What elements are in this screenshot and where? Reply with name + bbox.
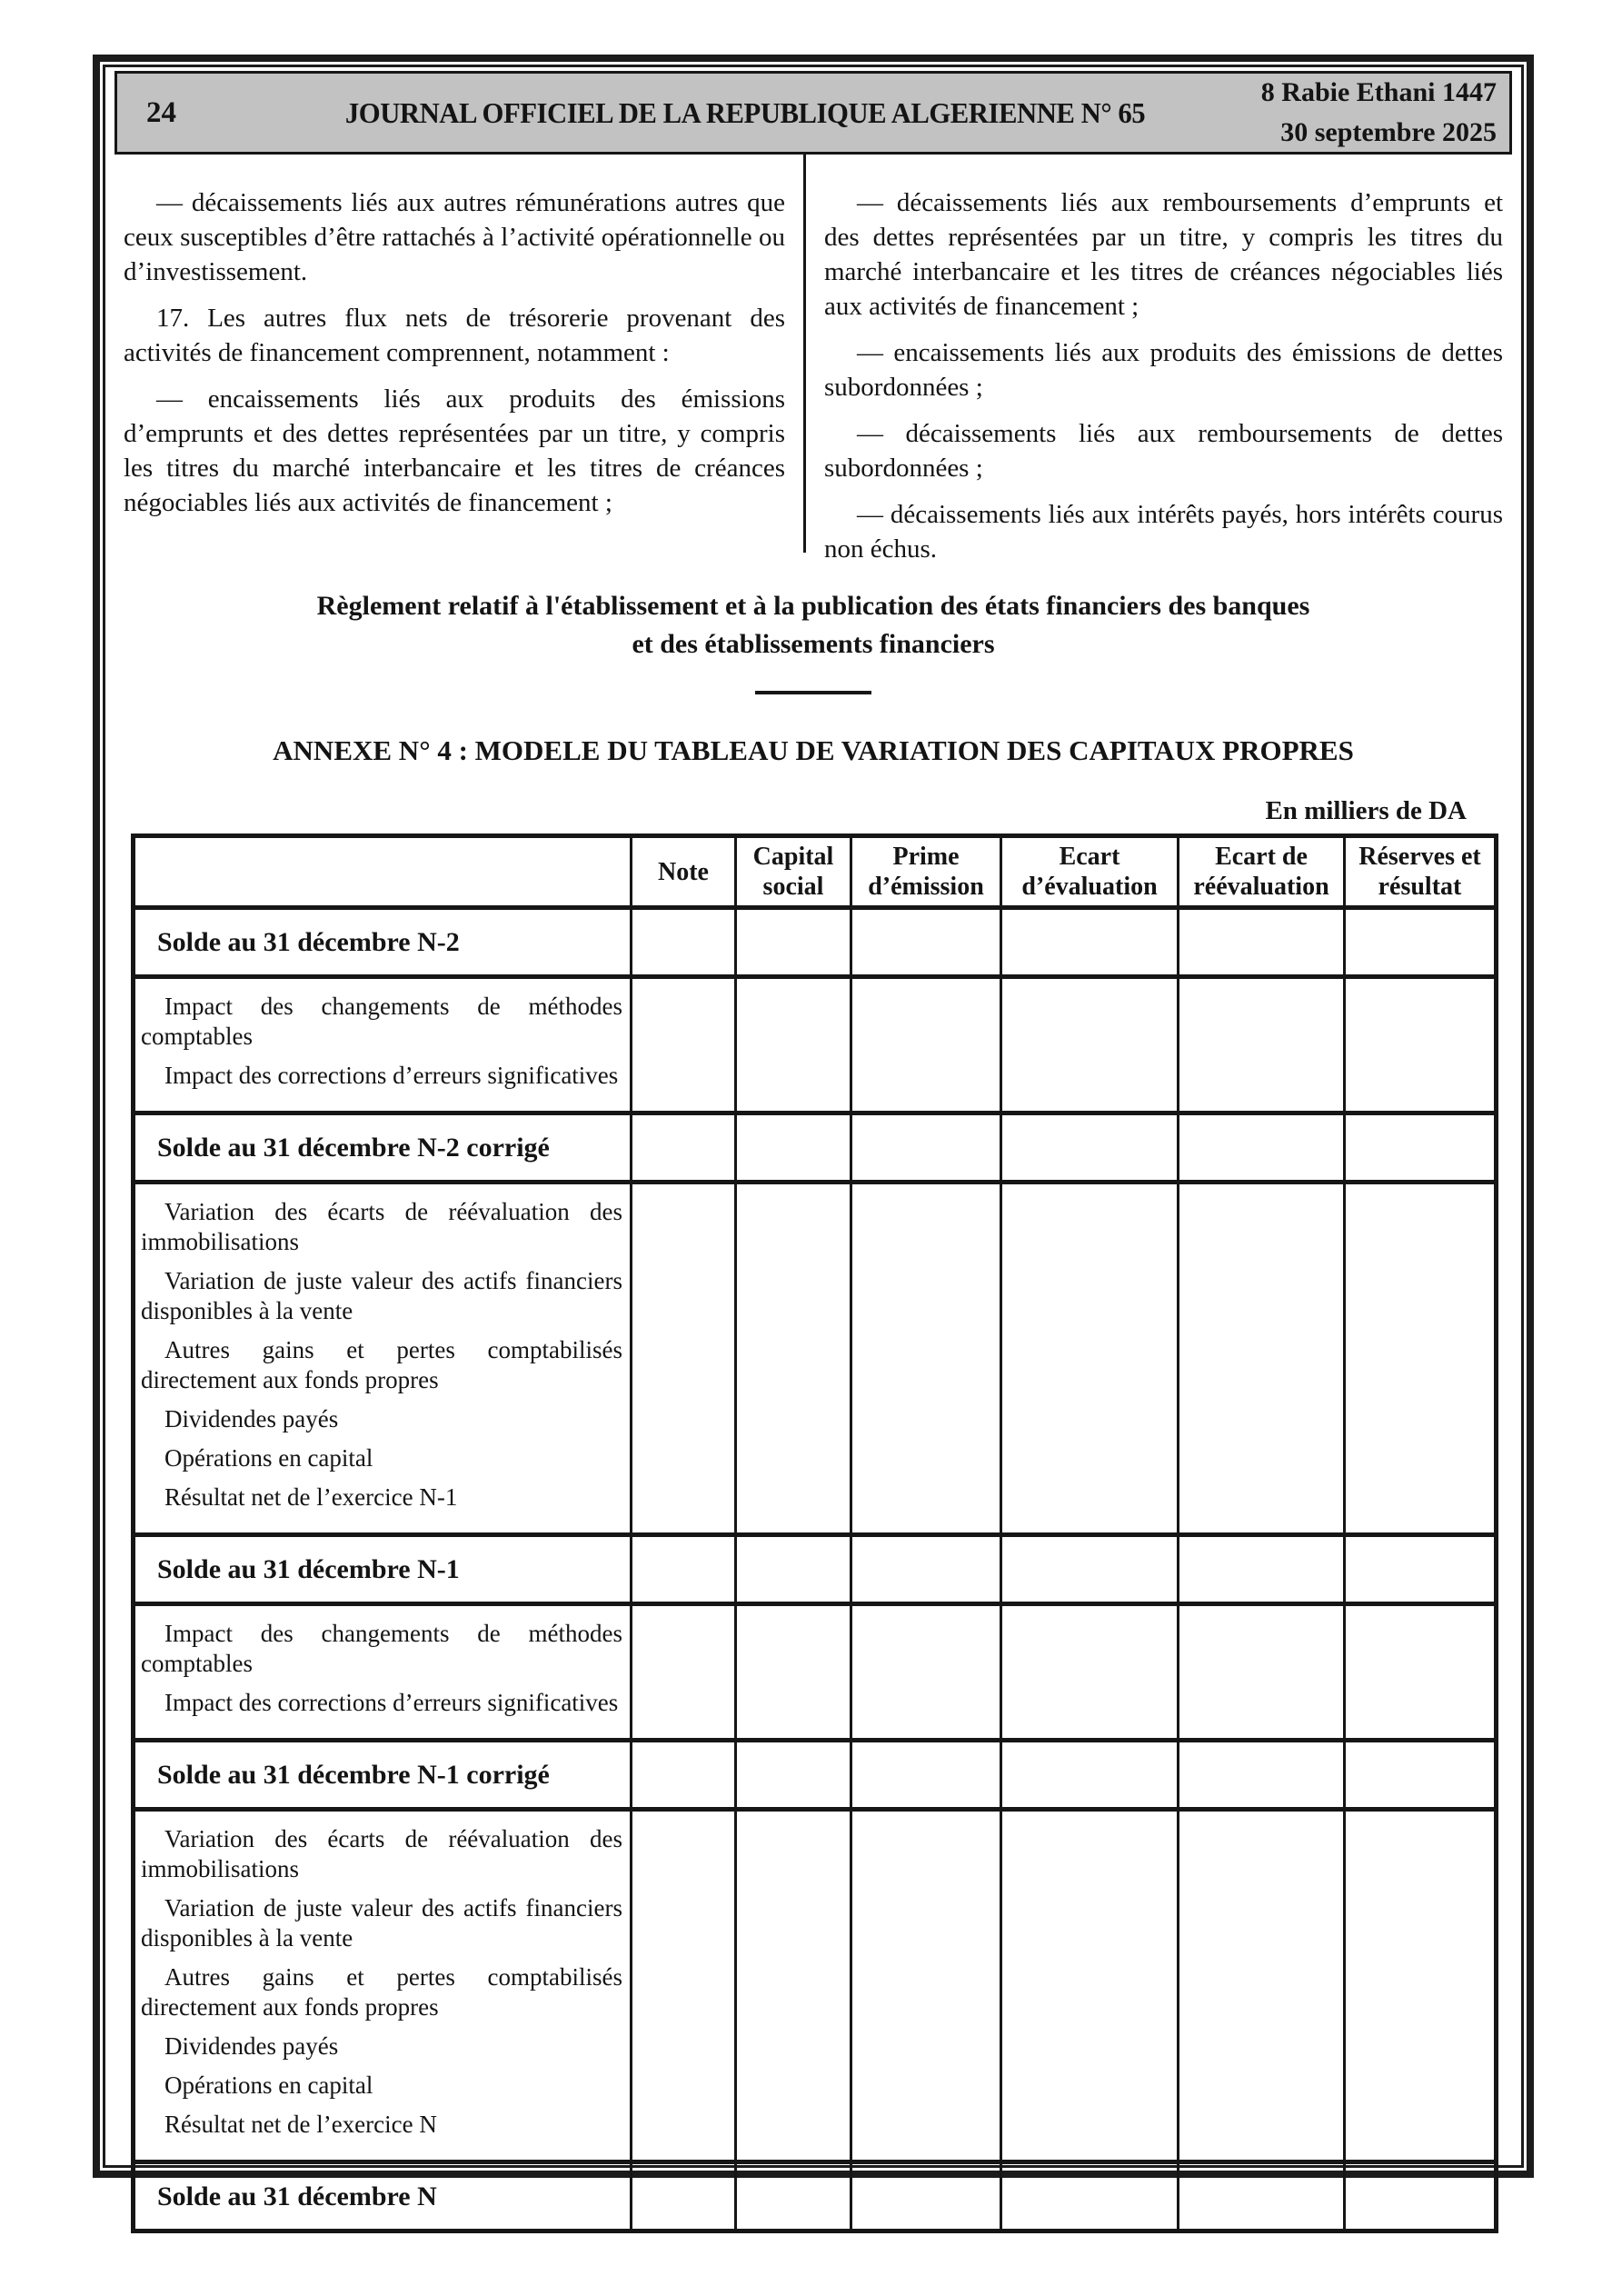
journal-title: JOURNAL OFFICIEL DE LA REPUBLIQUE ALGERIENNE N° 65 <box>344 95 1146 129</box>
empty-cell <box>1001 1604 1179 1741</box>
empty-cell <box>1179 908 1345 977</box>
table-row <box>134 908 1497 977</box>
table-row <box>134 2162 1497 2231</box>
paragraph: 17. Les autres flux nets de trésorerie provenant des activités de financement comprennent, notamment : <box>124 304 785 367</box>
table-row <box>134 1535 1497 1604</box>
variation-capitaux-table <box>131 834 1498 2233</box>
empty-cell <box>632 908 736 977</box>
row-label: Opérations en capital <box>164 2071 373 2099</box>
empty-cell <box>851 1741 1001 1810</box>
empty-cell <box>632 1810 736 2162</box>
empty-cell <box>736 1604 851 1741</box>
empty-cell <box>851 977 1001 1113</box>
empty-cell <box>632 1604 736 1741</box>
column-header: Réserves et résultat <box>1345 836 1497 908</box>
row-label-group <box>134 1810 632 2162</box>
row-label: Variation des écarts de réévaluation des immobilisations <box>141 1198 622 1255</box>
issue-dates <box>1200 73 1509 153</box>
row-label-group <box>134 977 632 1113</box>
row-label: Résultat net de l’exercice N <box>164 2111 437 2138</box>
row-label: Variation de juste valeur des actifs financiers disponibles à la vente <box>141 1894 622 1952</box>
empty-cell <box>736 1183 851 1535</box>
row-label: Solde au 31 décembre N-1 <box>134 1535 632 1604</box>
empty-cell <box>1001 2162 1179 2231</box>
column-header: Ecart de réévaluation <box>1179 836 1345 908</box>
row-label: Autres gains et pertes comptabilisés directement aux fonds propres <box>141 1963 622 2021</box>
empty-cell <box>851 1183 1001 1535</box>
regulation-title <box>114 587 1512 664</box>
empty-cell <box>1001 1741 1179 1810</box>
page-frame-inner <box>103 65 1524 2211</box>
empty-cell <box>1179 1810 1345 2162</box>
row-label: Solde au 31 décembre N-2 corrigé <box>134 1113 632 1183</box>
empty-cell <box>1179 1535 1345 1604</box>
empty-cell <box>736 977 851 1113</box>
empty-cell <box>1001 1113 1179 1183</box>
empty-cell <box>1179 1183 1345 1535</box>
empty-cell <box>736 2162 851 2231</box>
row-label: Autres gains et pertes comptabilisés directement aux fonds propres <box>141 1336 622 1393</box>
body-columns <box>114 155 1512 564</box>
row-label: Variation des écarts de réévaluation des immobilisations <box>141 1825 622 1882</box>
empty-cell <box>1179 1113 1345 1183</box>
empty-cell <box>851 1810 1001 2162</box>
column-header: Note <box>632 836 736 908</box>
row-label-group <box>134 1604 632 1741</box>
empty-cell <box>1345 1535 1497 1604</box>
column-header: Prime d’émission <box>851 836 1001 908</box>
empty-cell <box>1001 1183 1179 1535</box>
table-row <box>134 1810 1497 2162</box>
date-gregorian: 30 septembre 2025 <box>1280 117 1497 147</box>
table-corner-cell <box>134 836 632 908</box>
empty-cell <box>1001 1535 1179 1604</box>
row-label: Opérations en capital <box>164 1444 373 1472</box>
masthead <box>114 71 1512 155</box>
left-column <box>124 155 785 553</box>
row-label: Impact des corrections d’erreurs significatives <box>164 1689 619 1716</box>
table-row <box>134 1604 1497 1741</box>
empty-cell <box>632 1113 736 1183</box>
empty-cell <box>851 1604 1001 1741</box>
empty-cell <box>1345 1810 1497 2162</box>
row-label: Impact des changements de méthodes comptables <box>141 993 622 1050</box>
row-label-group <box>134 1183 632 1535</box>
row-label: Résultat net de l’exercice N-1 <box>164 1483 458 1511</box>
column-divider-rule <box>803 155 806 553</box>
empty-cell <box>1345 1183 1497 1535</box>
empty-cell <box>1345 1741 1497 1810</box>
empty-cell <box>1345 1113 1497 1183</box>
page-frame <box>93 55 1534 2211</box>
paragraph: — décaissements liés aux remboursements de dettes subordonnées ; <box>824 419 1503 483</box>
empty-cell <box>736 1810 851 2162</box>
date-hijri: 8 Rabie Ethani 1447 <box>1260 77 1497 107</box>
row-label: Impact des corrections d’erreurs significatives <box>164 1062 619 1089</box>
empty-cell <box>736 1113 851 1183</box>
paragraph: — décaissements liés aux remboursements d’emprunts et des dettes représentées par un titre, y compris les titres du marché interbancaire et les titres de créances négociables liés aux activités de financement ; <box>824 188 1503 321</box>
table-header-row <box>134 836 1497 908</box>
empty-cell <box>1001 1810 1179 2162</box>
empty-cell <box>1001 977 1179 1113</box>
row-label: Solde au 31 décembre N <box>134 2162 632 2231</box>
empty-cell <box>1179 1741 1345 1810</box>
regulation-title-line2: et des établissements financiers <box>632 629 995 659</box>
empty-cell <box>1179 977 1345 1113</box>
empty-cell <box>1345 908 1497 977</box>
empty-cell <box>1345 2162 1497 2231</box>
row-label: Solde au 31 décembre N-1 corrigé <box>134 1741 632 1810</box>
empty-cell <box>1345 977 1497 1113</box>
separator-rule <box>755 691 871 694</box>
empty-cell <box>1179 2162 1345 2231</box>
paragraph: — décaissements liés aux autres rémunérations autres que ceux susceptibles d’être rattachés à l’activité opérationnelle ou d’investissement. <box>124 188 785 286</box>
regulation-title-line1: Règlement relatif à l'établissement et à la publication des états financiers des banques <box>316 591 1310 621</box>
empty-cell <box>632 977 736 1113</box>
empty-cell <box>1179 1604 1345 1741</box>
empty-cell <box>851 1535 1001 1604</box>
empty-cell <box>632 1741 736 1810</box>
paragraph: — encaissements liés aux produits des émissions d’emprunts et des dettes représentées par un titre, y compris les titres du marché interbancaire et les titres de créances négociables liés aux activités de financement ; <box>124 384 785 517</box>
row-label: Dividendes payés <box>164 2032 339 2060</box>
empty-cell <box>632 1183 736 1535</box>
row-label: Solde au 31 décembre N-2 <box>134 908 632 977</box>
page-number: 24 <box>146 95 176 129</box>
table-row <box>134 1113 1497 1183</box>
empty-cell <box>736 908 851 977</box>
right-column <box>824 155 1503 564</box>
row-label: Impact des changements de méthodes comptables <box>141 1620 622 1677</box>
annexe-title: ANNEXE N° 4 : MODELE DU TABLEAU DE VARIATION DES CAPITAUX PROPRES <box>273 734 1354 766</box>
empty-cell <box>632 1535 736 1604</box>
empty-cell <box>736 1741 851 1810</box>
column-header: Capital social <box>736 836 851 908</box>
table-row <box>134 1741 1497 1810</box>
paragraph: — décaissements liés aux intérêts payés, hors intérêts courus non échus. <box>824 500 1503 564</box>
empty-cell <box>1345 1604 1497 1741</box>
units-note: En milliers de DA <box>1265 796 1467 825</box>
paragraph: — encaissements liés aux produits des émissions de dettes subordonnées ; <box>824 338 1503 402</box>
row-label: Variation de juste valeur des actifs financiers disponibles à la vente <box>141 1267 622 1324</box>
row-label: Dividendes payés <box>164 1405 339 1433</box>
empty-cell <box>632 2162 736 2231</box>
table-row <box>134 977 1497 1113</box>
empty-cell <box>851 1113 1001 1183</box>
empty-cell <box>1001 908 1179 977</box>
empty-cell <box>851 908 1001 977</box>
column-header: Ecart d’évaluation <box>1001 836 1179 908</box>
table-row <box>134 1183 1497 1535</box>
empty-cell <box>736 1535 851 1604</box>
empty-cell <box>851 2162 1001 2231</box>
